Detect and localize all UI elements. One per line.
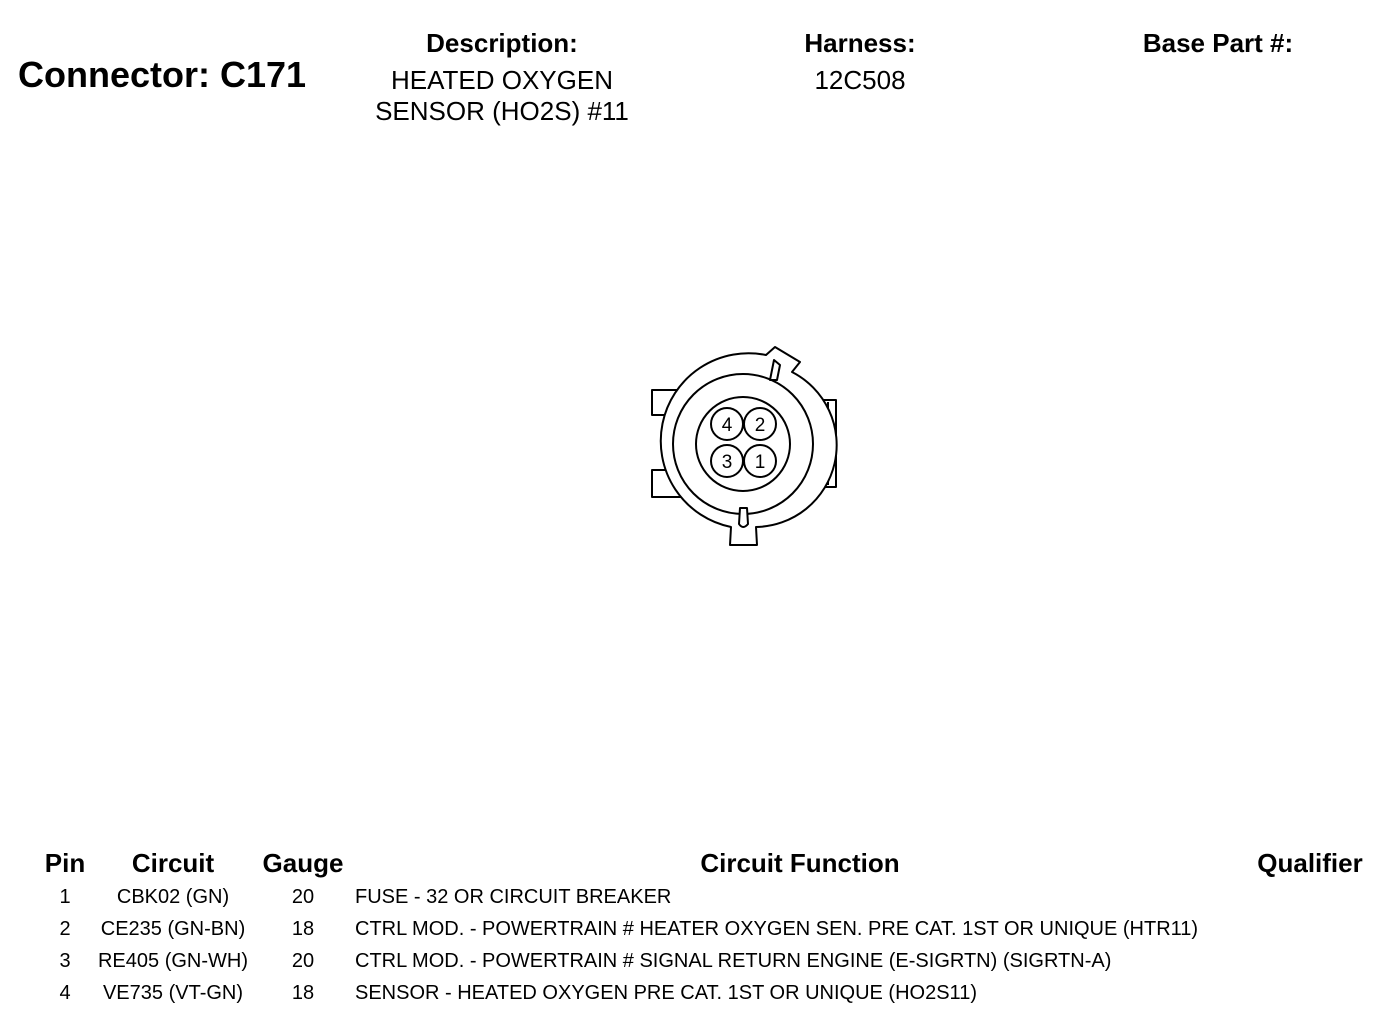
table-header-circuit: Circuit [131, 848, 215, 878]
circuit-cell: VE735 (VT-GN) [102, 982, 244, 1004]
pin-1-label: 1 [754, 452, 766, 473]
table-header-qualifier: Qualifier [1257, 848, 1363, 878]
function-cell: CTRL MOD. - POWERTRAIN # SIGNAL RETURN ENGINE (E-SIGRTN) (SIGRTN-A) [355, 950, 1112, 972]
pin-2-label: 2 [754, 415, 766, 436]
harness-label: Harness: [804, 28, 916, 58]
pin-4-label: 4 [721, 415, 733, 436]
description-line-1: HEATED OXYGEN [390, 65, 613, 95]
harness-value: 12C508 [814, 65, 906, 95]
connector-face-diagram [640, 340, 850, 555]
gauge-cell: 20 [291, 886, 315, 908]
description-label: Description: [426, 28, 578, 58]
gauge-cell: 18 [291, 918, 315, 940]
function-cell: CTRL MOD. - POWERTRAIN # HEATER OXYGEN SEN. PRE CAT. 1ST OR UNIQUE (HTR11) [355, 918, 1199, 940]
base-part-label: Base Part #: [1142, 28, 1294, 58]
connector-title: Connector: C171 [18, 54, 307, 95]
pin-cell: 1 [59, 886, 71, 908]
description-value [352, 65, 652, 127]
circuit-cell: RE405 (GN-WH) [97, 950, 248, 972]
circuit-cell: CBK02 (GN) [116, 886, 230, 908]
pin-cavity [696, 397, 790, 491]
function-cell: FUSE - 32 OR CIRCUIT BREAKER [355, 886, 672, 908]
gauge-cell: 20 [291, 950, 315, 972]
gauge-cell: 18 [291, 982, 315, 1004]
function-cell: SENSOR - HEATED OXYGEN PRE CAT. 1ST OR UNIQUE (HO2S11) [355, 982, 977, 1004]
table-header-pin: Pin [44, 848, 86, 878]
description-line-2: SENSOR (HO2S) #11 [375, 96, 629, 126]
table-header-function: Circuit Function [700, 848, 900, 878]
pin-3-label: 3 [721, 452, 733, 473]
pin-cell: 3 [59, 950, 71, 972]
pin-cell: 2 [59, 918, 71, 940]
circuit-cell: CE235 (GN-BN) [100, 918, 246, 940]
bottom-key-slot [739, 508, 748, 527]
table-header-gauge: Gauge [262, 848, 344, 878]
pin-cell: 4 [59, 982, 71, 1004]
